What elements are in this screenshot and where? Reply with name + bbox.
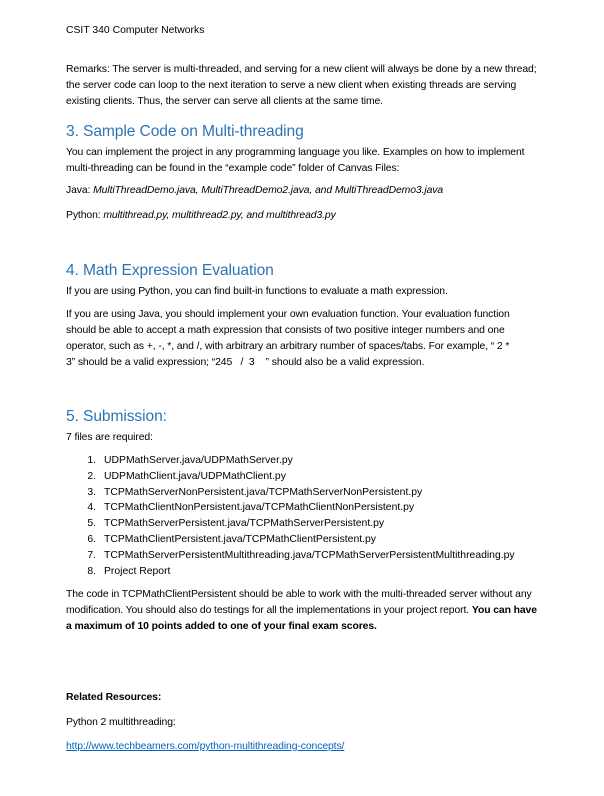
python-label: Python:: [66, 210, 104, 221]
list-item-text: TCPMathClientNonPersistent.java/TCPMathClientNonPersistent.py: [104, 502, 415, 514]
section-5-heading: 5. Submission:: [66, 408, 167, 425]
submission-file-list: [80, 453, 515, 579]
resource-link[interactable]: http://www.techbeamers.com/python-multithreading-concepts/: [66, 741, 345, 752]
python-files-line: [66, 208, 336, 224]
section-4-heading: 4. Math Expression Evaluation: [66, 262, 274, 279]
list-item-number: 7.: [87, 549, 96, 561]
list-item-text: UDPMathClient.java/UDPMathClient.py: [104, 470, 286, 482]
list-item: [80, 469, 515, 485]
bonus-note-end: a maximum of 10 points added to one of your final exam scores.: [66, 621, 377, 632]
section-3-intro-line-1: You can implement the project in any programming language you like. Examples on how to implement: [66, 147, 525, 158]
section-4-java-note-line-1: If you are using Java, you should implement your own evaluation function. Your evaluation function: [66, 309, 510, 320]
list-item-text: Project Report: [104, 565, 171, 577]
list-item-text: TCPMathServerPersistent.java/TCPMathServerPersistent.py: [104, 518, 385, 530]
java-files-line: [66, 183, 443, 199]
list-item: [80, 548, 515, 564]
list-item-text: TCPMathServerNonPersistent.java/TCPMathServerNonPersistent.py: [104, 486, 423, 498]
section-4-python-note: If you are using Python, you can find built-in functions to evaluate a math expression.: [66, 286, 448, 297]
bonus-note-start: You can have: [471, 605, 537, 616]
list-item-number: 6.: [87, 533, 96, 545]
list-item: [80, 485, 515, 501]
remarks-line-2: the server code can loop to the next iteration to serve a new client when existing threads are serving: [66, 80, 517, 91]
list-item-text: TCPMathClientPersistent.java/TCPMathClientPersistent.py: [104, 533, 376, 545]
section-4-java-note-line-2: should be able to accept a math expression that consists of two positive integer numbers and one: [66, 325, 505, 336]
java-label: Java:: [66, 185, 94, 196]
list-item: [80, 500, 515, 516]
section-3-intro-line-2: multi-threading can be found in the “example code” folder of Canvas Files:: [66, 163, 400, 174]
list-item-number: 5.: [87, 518, 96, 530]
remarks-line-3: existing clients. Thus, the server can serve all clients at the same time.: [66, 96, 383, 107]
list-item: [80, 453, 515, 469]
section-4-java-note-line-4: 3” should be a valid expression; “245 / 3 ” should also be a valid expression.: [66, 357, 425, 368]
list-item-number: 1.: [87, 455, 96, 466]
remarks-line-1: Remarks: The server is multi-threaded, and serving for a new client will always be done by a new thread;: [66, 64, 537, 75]
list-item-text: UDPMathServer.java/UDPMathServer.py: [104, 455, 293, 466]
related-resources-heading: Related Resources:: [66, 692, 162, 703]
list-item: [80, 564, 515, 580]
files-required-label: 7 files are required:: [66, 432, 153, 443]
list-item-number: 3.: [87, 486, 96, 498]
list-item-text: TCPMathServerPersistentMultithreading.java/TCPMathServerPersistentMultithreading.py: [104, 549, 515, 561]
section-4-java-note-line-3: operator, such as +, -, *, and /, with arbitrary an arbitrary number of spaces/tabs. For example, “ 2 *: [66, 341, 510, 352]
list-item: [80, 516, 515, 532]
java-file-list: MultiThreadDemo.java, MultiThreadDemo2.java, and MultiThreadDemo3.java: [93, 185, 444, 196]
python-multithreading-label: Python 2 multithreading:: [66, 717, 176, 728]
list-item-number: 4.: [87, 502, 96, 514]
list-item-number: 8.: [87, 565, 96, 577]
submission-note-text: modification. You should also do testings for all the implementations in your project report.: [66, 605, 472, 616]
list-item: [80, 532, 515, 548]
section-3-heading: 3. Sample Code on Multi-threading: [66, 123, 304, 140]
page-header: CSIT 340 Computer Networks: [66, 25, 205, 36]
submission-note-line-1: The code in TCPMathClientPersistent should be able to work with the multi-threaded server without any: [66, 589, 532, 600]
python-file-list: multithread.py, multithread2.py, and multithread3.py: [103, 210, 336, 221]
list-item-number: 2.: [87, 470, 96, 482]
submission-note-line-2: [66, 603, 537, 619]
